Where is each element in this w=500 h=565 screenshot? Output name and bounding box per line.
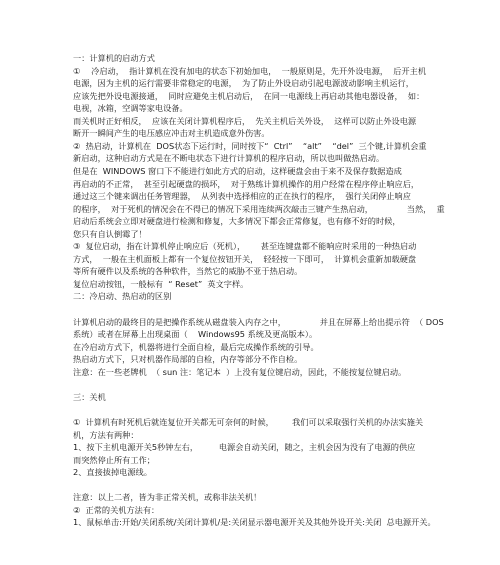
text-line: 的程序， 对于死机的情况会在不得已的情况下采用连续两次敲击三键产生热启动， 当然， 重 xyxy=(73,203,445,214)
text-line: 应该先把外设电源接通， 同时应避免主机启动后， 在同一电源线上再启动其他电器设备， 如： xyxy=(73,90,425,101)
text-line: 电源，因为主机的运行需要非常稳定的电源， 为了防止外设启动引起电源波动影响主机运行， xyxy=(73,78,414,89)
text-line: 热启动方式下，只对机器作局部的自检，内存等部分不作自检。 xyxy=(73,354,303,365)
text-line: 计算机启动的最终目的是把操作系统从磁盘装入内存之中， 并且在屏幕上给出提示符 （ DOS xyxy=(73,316,444,327)
text-line: 在冷启动方式下，机器将进行全面自检，最后完成操作系统的引导。 xyxy=(73,341,319,352)
text-line: 注意：以上二者，皆为非正常关机，或称非法关机！ xyxy=(73,492,262,503)
text-line: 一：计算机的启动方式 xyxy=(73,53,155,63)
text-line: ① 计算机有时死机后就连复位开关都无可奈何的时候， 我们可以采取强行关机的办法实施关 xyxy=(73,416,424,427)
text-line: ① 冷启动， 指计算机在没有加电的状态下初始加电， 一般原则是，先开外设电源， 后开主机 xyxy=(73,65,427,76)
text-line: 系统）或者在屏幕上出现桌面（ Windows95 系统及更高版本）。 xyxy=(73,329,318,340)
text-line: 1、鼠标单击:开始/关闭系统/关闭计算机/是:关闭显示器电源开关及其他外设开关:关闭 总电源开关。 xyxy=(73,517,436,528)
text-line: 二：冷启动、热启动的区别 xyxy=(73,291,172,302)
text-line: 您只有自认倒霉了！ xyxy=(73,228,147,239)
text-line: 通过这三个键来调出任务管理器， 从列表中选择相应的正在执行的程序， 强行关闭停止响应 xyxy=(73,191,411,202)
text-line: 再启动的不正常， 甚至引起硬盘的损坏， 对于熟练计算机操作的用户经常在程序停止响应后， xyxy=(73,178,420,189)
text-line: 方式， 一般在主机面板上都有一个复位按钮开关， 轻轻按一下即可， 计算机会重新加载硬盘 xyxy=(73,253,417,264)
text-line: 但是在 WINDOWS 窗口下不能进行如此方式的启动，这样硬盘会由于来不及保存数据造成 xyxy=(73,165,402,176)
text-line: 而关机时正好相反， 应该在关闭计算机程序后， 先关主机后关外设， 这样可以防止外设电源 xyxy=(73,115,417,126)
text-line: ③ 复位启动，指在计算机停止响应后（死机）， 甚至连键盘都不能响应时采用的一种热启动 xyxy=(73,241,417,252)
text-line: 2、直接拔掉电源线。 xyxy=(73,467,152,478)
text-line: ② 热启动，计算机在 DOS状态下运行时，同时按下“ Ctrl” “alt” “del” 三个键,计算机会重 xyxy=(73,140,427,151)
text-line: 复位启动按钮，一般标有 “ Reset” 英文字样。 xyxy=(73,278,249,289)
text-line: 电视，冰箱，空调等家电设备。 xyxy=(73,103,188,114)
text-line: 启动后系统会立即对硬盘进行检测和修复，大多情况下都会正常修复，也有修不好的时候， xyxy=(73,216,401,227)
text-line: 断开一瞬间产生的电压感应冲击对主机造成意外伤害。 xyxy=(73,128,270,139)
text-line: 注意：在一些老牌机 （ sun 注：笔记本 ）上没有复位键启动，因此，不能按复位键启动。 xyxy=(73,366,407,377)
text-line: 等所有硬件以及系统的各种软件，当然它的威胁不亚于热启动。 xyxy=(73,266,303,277)
text-line: 三：关机 xyxy=(73,391,106,402)
text-line: 机，方法有两种： xyxy=(73,429,139,440)
text-line: ② 正常的关机方法有： xyxy=(73,504,160,515)
text-line: 新启动，这种启动方式是在不断电状态下进行计算机的程序启动，所以也叫做热启动。 xyxy=(73,153,385,164)
text-line: 1、按下主机电源开关5秒钟左右， 电源会自动关闭，随之，主机会因为没有了电源的供应 xyxy=(73,442,416,453)
text-line: 而突然停止所有工作； xyxy=(73,454,155,465)
